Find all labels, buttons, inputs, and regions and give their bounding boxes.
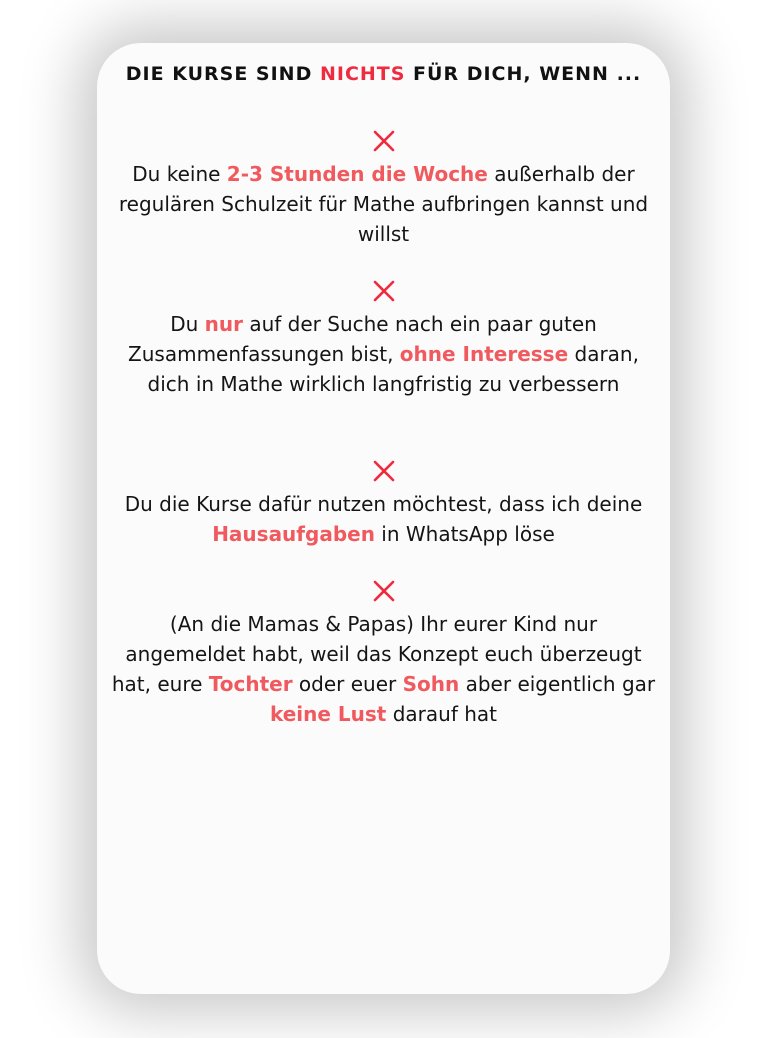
heading-prefix: DIE KURSE SIND [125,63,320,85]
item-text: oder euer [292,672,403,696]
item-text: in WhatsApp löse [374,522,555,546]
item-text: (An die Mamas & Papas) Ihr eurer Kind nur angemeldet habt, weil das Konzept euch überzeugt hat, eure [111,612,642,696]
info-card [97,43,670,994]
item-text: auf der Suche nach ein paar guten Zusammenfassungen bist, [128,312,597,366]
item-highlight: Sohn [402,672,460,696]
list-item [111,459,656,549]
list-item [111,129,656,249]
close-icon [111,129,656,157]
heading-suffix: FÜR DICH, WENN ... [405,63,642,85]
heading-accent: NICHTS [319,63,406,85]
item-highlight: ohne Interesse [399,342,569,366]
item-highlight: 2-3 Stunden die Woche [226,162,488,186]
item-text: darauf hat [386,702,498,726]
item-highlight: Tochter [208,672,293,696]
item-text: Du die Kurse dafür nutzen möchtest, dass ich deine [124,492,643,516]
item-highlight: nur [204,312,243,336]
item-text: Du keine [132,162,227,186]
item-text: daran, dich in Mathe wirklich langfristig zu verbessern [147,342,639,396]
close-icon [111,459,656,487]
item-text: Du [170,312,205,336]
list-item [111,279,656,399]
item-highlight: Hausaufgaben [212,522,375,546]
item-highlight: keine Lust [269,702,387,726]
card-heading [97,63,670,85]
item-text: außerhalb der regulären Schulzeit für Mathe aufbringen kannst und willst [118,162,649,246]
close-icon [111,279,656,307]
list-item [111,579,656,729]
item-text: aber eigentlich gar [459,672,656,696]
close-icon [111,579,656,607]
